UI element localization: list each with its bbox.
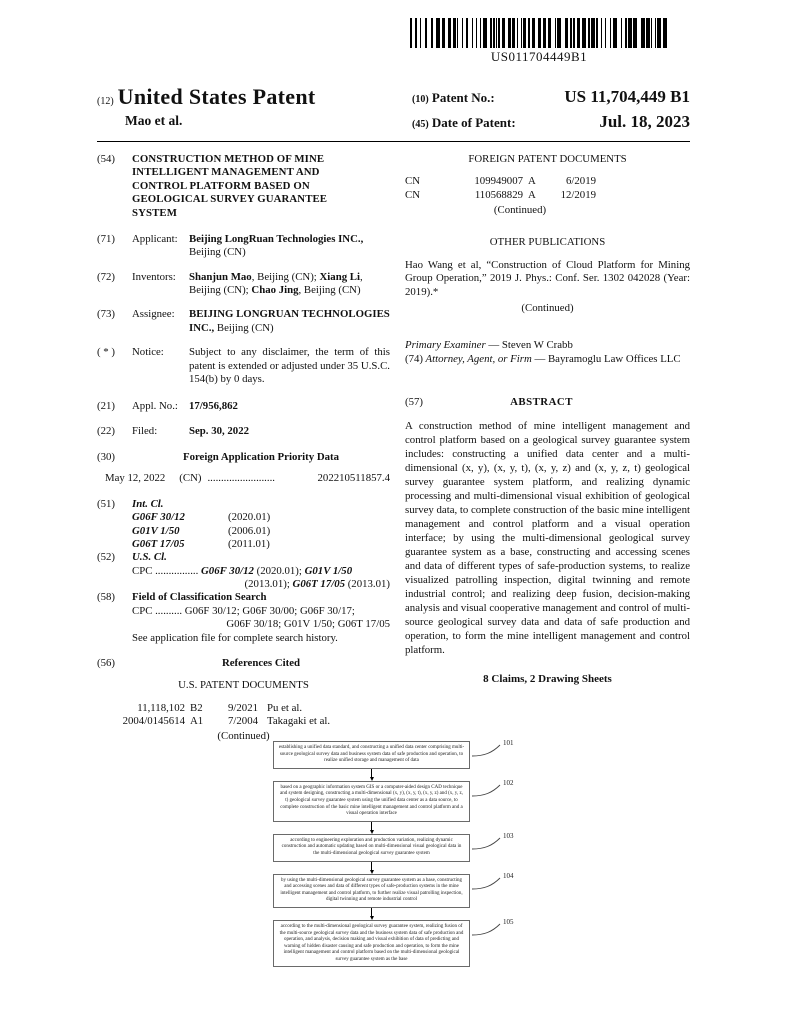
- int-cl-row: [132, 511, 390, 524]
- flow-step-ref: 101: [472, 742, 520, 758]
- field-code-71: (71): [97, 232, 115, 245]
- foreign-number: 110568829: [474, 188, 523, 201]
- leader-line-icon: [472, 837, 501, 851]
- flow-step-box: according to the multi-dimensional geological survey guarantee system, realizing fusion of the multi-source geological survey data and the business system data of safe production and operation, and analysis, decision making and visual exhibition of data of predicting and warning of hidden disaster causing and safe production and operation, to form the mine intelligent management and control platform based on the multi-dimensional geological survey guarantee system as the base: [273, 920, 470, 968]
- patent-number-label: (10) Patent No.:: [412, 90, 495, 105]
- field-search-line3: See application file for complete search history.: [132, 631, 338, 644]
- appl-no-section: [97, 400, 390, 413]
- field-code-74: (74): [405, 352, 423, 365]
- field-code-notice: ( * ): [97, 346, 115, 359]
- foreign-country: CN: [405, 175, 420, 188]
- field-code-56: (56): [97, 656, 115, 669]
- references-continued: (Continued): [217, 730, 270, 743]
- field-code-52: (52): [97, 551, 115, 564]
- title-section: [97, 153, 390, 220]
- flow-step: [273, 871, 514, 908]
- filed-value: Sep. 30, 2022: [189, 424, 249, 437]
- foreign-country: CN: [405, 188, 420, 201]
- barcode-block: [383, 18, 695, 65]
- down-arrow-icon: [273, 908, 470, 920]
- other-pubs-heading: OTHER PUBLICATIONS: [489, 235, 606, 248]
- flow-step-box: establishing a unified data standard, and constructing a unified data center comprising multi-source geological survey data and business system data of safe production and operation, to realize unified storage and management of data: [273, 741, 470, 769]
- priority-date: May 12, 2022: [105, 472, 166, 485]
- flow-step-box: according to engineering exploration and production variation, realizing dynamic construction and automatic updating based on multi-dimensional visual geological data in the multi-dimensional geological survey guarantee system: [273, 834, 470, 862]
- leader-line-icon: [472, 877, 501, 891]
- flow-step-ref: 104: [472, 875, 520, 891]
- flow-step-ref: 102: [472, 782, 520, 798]
- figure-flowchart: [273, 739, 514, 967]
- field-search-section: [97, 591, 390, 645]
- left-column: [97, 153, 390, 744]
- examiner-line: Primary Examiner — Steven W Crabb: [405, 339, 573, 352]
- invention-title: CONSTRUCTION METHOD OF MINE INTELLIGENT MANAGEMENT AND CONTROL PLATFORM BASED ON GEOLOGICAL SURVEY GUARANTEE SYSTEM: [132, 153, 328, 219]
- ref-number: 2004/0145614: [122, 715, 185, 727]
- us-cl-line2: (2013.01); G06T 17/05 (2013.01): [244, 578, 390, 590]
- ref-date: 7/2004: [228, 715, 258, 727]
- references-section: [97, 657, 390, 744]
- abstract-heading: ABSTRACT: [510, 396, 573, 409]
- flow-step: [273, 739, 514, 769]
- flow-step-box: by using the multi-dimensional geological survey guarantee system as a base, constructing and accessing scenes and data of different types of safe-production systems in the mine intelligent management and control platform, to further realize visual patrolling inspection, digital twinning and remote industrial control: [273, 874, 470, 908]
- int-cl-version: (2020.01): [228, 511, 271, 524]
- patent-party: Mao et al.: [125, 113, 183, 128]
- barcode: [383, 18, 695, 48]
- field-code-21: (21): [97, 400, 115, 413]
- priority-country: (CN): [179, 472, 202, 485]
- int-cl-row: [132, 538, 390, 551]
- field-code-72: (72): [97, 270, 115, 283]
- us-cl-section: [97, 551, 390, 591]
- int-cl-class: G06T 17/05: [132, 537, 185, 550]
- inventors-label: Inventors:: [132, 270, 176, 283]
- ref-name: Takagaki et al.: [267, 715, 331, 727]
- field-code-51: (51): [97, 497, 115, 510]
- int-cl-version: (2011.01): [228, 537, 270, 550]
- foreign-date: 6/2019: [566, 175, 596, 188]
- assignee-section: [97, 308, 390, 335]
- inventors-section: [97, 271, 390, 298]
- header-rule: [97, 141, 690, 142]
- two-column-body: [97, 153, 690, 744]
- flow-step-ref: 103: [472, 835, 520, 851]
- assignee-value: BEIJING LONGRUAN TECHNOLOGIES INC., Beijing (CN): [189, 308, 390, 334]
- field-code-30: (30): [97, 451, 115, 463]
- down-arrow-icon: [273, 862, 470, 874]
- foreign-continued: (Continued): [493, 204, 547, 217]
- patent-date-row: [412, 112, 690, 132]
- abstract-text: A construction method of mine intelligent management and control platform based on a geological survey guarantee system includes: constructing a unified data center and a multi-dimensional (x, y), (x, y, t), (x, y, z) and (x, y, z, t) geological survey guarantee system platform, and realizing dynamic processing and multi-dimensional visual exhibition of geological survey data, to complete construction of the basic mine intelligent management and control platform and a visual operation interface; by using the multi-dimensional geological survey guarantee system as a base, constructing and accessing scenes and data of different types of safe-production systems, to realize visualized patrolling inspection, digital twinning and remote industrial control; and realizing deep fusion, decision-making analysis and visual cooperative management and control of multi-source geological survey data and data of safe production and operation, to form the mine intelligent management and control platform.: [405, 419, 690, 656]
- other-pubs-continued: (Continued): [521, 302, 574, 314]
- field-search-label: Field of Classification Search: [132, 591, 267, 604]
- priority-section: [97, 451, 390, 486]
- appl-no-label: Appl. No.:: [132, 400, 178, 413]
- reference-row: [97, 715, 390, 728]
- reference-row: [97, 702, 390, 715]
- field-code-12: (12): [97, 96, 114, 107]
- int-cl-label: Int. Cl.: [132, 497, 164, 510]
- notice-section: [97, 346, 390, 386]
- field-search-line1: CPC .......... G06F 30/12; G06F 30/00; G06F 30/17;: [132, 604, 355, 617]
- flow-step: [273, 917, 514, 968]
- foreign-number: 109949007: [474, 175, 523, 188]
- foreign-doc-row: [405, 175, 690, 188]
- header-right: [412, 87, 690, 137]
- filed-label: Filed:: [132, 424, 158, 437]
- ref-number: 11,118,102: [137, 701, 185, 714]
- applicant-section: [97, 233, 390, 260]
- barcode-number: US011704449B1: [490, 49, 588, 64]
- down-arrow-icon: [273, 822, 470, 834]
- foreign-docs-section: [405, 153, 690, 218]
- notice-text: Subject to any disclaimer, the term of this patent is extended or adjusted under 35 U.S.C. 154(b) by 0 days.: [189, 346, 390, 385]
- header-left: [97, 84, 316, 129]
- abstract-header: [405, 396, 690, 409]
- foreign-date: 12/2019: [560, 188, 596, 201]
- priority-dots: .........................: [207, 472, 275, 485]
- field-code-73: (73): [97, 308, 115, 321]
- foreign-docs-heading: FOREIGN PATENT DOCUMENTS: [468, 153, 627, 165]
- ref-name: Pu et al.: [267, 701, 303, 714]
- ref-kind: B2: [190, 701, 203, 714]
- foreign-kind: A: [528, 175, 536, 188]
- priority-number: 202210511857.4: [317, 472, 390, 485]
- flow-step: [273, 778, 514, 822]
- patent-number-value: US 11,704,449 B1: [564, 87, 690, 106]
- inventors-value: Shanjun Mao, Beijing (CN); Xiang Li, Beijing (CN); Chao Jing, Beijing (CN): [189, 270, 363, 296]
- flow-step-box: based on a geographic information system GIS or a computer-aided design CAD technique and system designing, constructing a multi-dimensional (x, y), (x, y, t), (x, y, z) and (x, y, z, t) geological survey guarantee system using the unified data center as a data source, to complete construction of the basic mine intelligent management and control platform and a visual operation interface: [273, 781, 470, 822]
- patent-date-label: (45) Date of Patent:: [412, 115, 516, 130]
- filed-section: [97, 425, 390, 438]
- flow-step: [273, 831, 514, 862]
- field-search-line2: G06F 30/18; G01V 1/50; G06T 17/05: [226, 618, 390, 631]
- assignee-label: Assignee:: [132, 308, 175, 321]
- int-cl-section: [97, 498, 390, 552]
- page-title: United States Patent: [117, 84, 316, 109]
- right-column: [405, 153, 690, 744]
- foreign-doc-row: [405, 189, 690, 202]
- patent-date-value: Jul. 18, 2023: [599, 112, 690, 131]
- ref-kind: A1: [190, 715, 204, 727]
- field-code-58: (58): [97, 591, 115, 604]
- priority-data-row: [97, 472, 390, 485]
- int-cl-row: [132, 525, 390, 538]
- references-heading: References Cited: [221, 656, 301, 669]
- foreign-kind: A: [528, 188, 536, 201]
- other-publications-section: [405, 236, 690, 316]
- field-code-22: (22): [97, 424, 115, 437]
- int-cl-version: (2006.01): [228, 524, 271, 537]
- ref-date: 9/2021: [228, 701, 258, 714]
- attorney-line: (74) Attorney, Agent, or Firm — Bayramoglu Law Offices LLC: [405, 352, 681, 365]
- us-cl-label: U.S. Cl.: [132, 551, 167, 564]
- leader-line-icon: [472, 744, 501, 758]
- int-cl-class: G06F 30/12: [132, 511, 185, 524]
- other-pubs-citation: Hao Wang et al, “Construction of Cloud Platform for Mining Group Operation,” 2019 J. Phys.: Conf. Ser. 1302 042028 (Year: 2019).*: [405, 258, 690, 298]
- int-cl-class: G01V 1/50: [132, 524, 180, 537]
- field-code-54: (54): [97, 153, 115, 165]
- applicant-value: Beijing LongRuan Technologies INC., Beijing (CN): [189, 232, 364, 259]
- down-arrow-icon: [273, 769, 470, 781]
- appl-no-value: 17/956,862: [189, 400, 238, 413]
- leader-line-icon: [472, 784, 501, 798]
- notice-label: Notice:: [132, 346, 164, 359]
- priority-heading: Foreign Application Priority Data: [182, 451, 340, 463]
- field-code-57: (57): [405, 396, 423, 409]
- us-cl-line1: CPC ................ G06F 30/12 (2020.01); G01V 1/50: [132, 564, 353, 577]
- leader-line-icon: [472, 923, 501, 937]
- applicant-label: Applicant:: [132, 232, 178, 245]
- claims-note: 8 Claims, 2 Drawing Sheets: [483, 673, 612, 686]
- patent-number-row: [412, 87, 690, 107]
- flow-step-ref: 105: [472, 921, 520, 937]
- us-patent-docs-heading: U.S. PATENT DOCUMENTS: [178, 679, 309, 692]
